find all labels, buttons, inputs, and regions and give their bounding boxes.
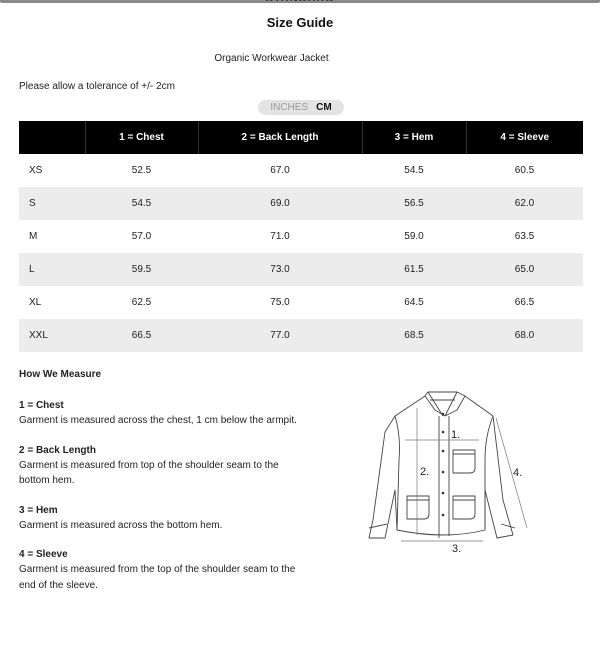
size-label: M bbox=[29, 231, 38, 242]
chest-value: 59.5 bbox=[85, 253, 198, 286]
svg-text:2.: 2. bbox=[420, 466, 430, 478]
how-we-measure-heading: How We Measure bbox=[19, 369, 102, 380]
table-row bbox=[19, 253, 583, 286]
measure-item-title: 2 = Back Length bbox=[19, 444, 96, 456]
hem-value: 68.5 bbox=[362, 319, 466, 352]
sleeve-value: 68.0 bbox=[466, 319, 583, 352]
measure-item-description: Garment is measured across the chest, 1 cm below the armpit. bbox=[19, 415, 297, 426]
tolerance-note: Please allow a tolerance of +/- 2cm bbox=[19, 81, 175, 92]
table-row bbox=[19, 319, 583, 352]
size-label: L bbox=[19, 253, 85, 286]
svg-text:1.: 1. bbox=[451, 429, 461, 441]
sleeve-value: 62.0 bbox=[466, 187, 583, 220]
measure-item-description: Garment is measured from top of the shoulder seam to the bottom hem. bbox=[19, 459, 279, 486]
header-hem: 3 = Hem bbox=[362, 121, 466, 154]
back-length-value: 73.0 bbox=[198, 253, 362, 286]
table-row bbox=[19, 154, 583, 187]
page-title: Size Guide bbox=[266, 15, 334, 30]
measure-item-title: 1 = Chest bbox=[19, 400, 64, 411]
back-length-value: 71.0 bbox=[270, 231, 290, 242]
svg-text:4.: 4. bbox=[513, 467, 523, 479]
sleeve-value: 60.5 bbox=[514, 165, 535, 176]
size-table bbox=[19, 121, 583, 352]
header-back-length: 2 = Back Length bbox=[198, 121, 362, 154]
hem-value: 59.0 bbox=[404, 231, 424, 242]
measure-item-description: Garment is measured across the bottom hem. bbox=[19, 519, 223, 531]
chest-value: 57.0 bbox=[131, 231, 152, 242]
background-page-title bbox=[0, 0, 600, 1]
sleeve-value: 66.5 bbox=[514, 297, 535, 308]
hem-value: 61.5 bbox=[362, 253, 466, 286]
jacket-measurement-diagram-icon bbox=[355, 380, 540, 560]
table-row bbox=[19, 286, 583, 319]
chest-value: 54.5 bbox=[85, 187, 198, 220]
chest-value: 52.5 bbox=[131, 165, 152, 176]
header-sleeve: 4 = Sleeve bbox=[466, 121, 583, 154]
measure-item-description: Garment is measured from the top of the shoulder seam to the end of the sleeve. bbox=[19, 564, 296, 591]
table-header-row bbox=[19, 121, 583, 154]
size-label: XS bbox=[29, 165, 43, 176]
header-chest: 1 = Chest bbox=[85, 121, 198, 154]
size-label: XL bbox=[29, 297, 42, 308]
size-label: S bbox=[19, 187, 85, 220]
hem-value: 56.5 bbox=[362, 187, 466, 220]
header-size bbox=[19, 121, 85, 154]
measure-item-title: 3 = Hem bbox=[19, 504, 58, 516]
unit-toggle[interactable] bbox=[258, 100, 344, 115]
size-label: XXL bbox=[19, 319, 85, 352]
back-length-value: 77.0 bbox=[198, 319, 362, 352]
unit-option-inches[interactable]: INCHES bbox=[270, 102, 309, 113]
table-row bbox=[19, 187, 583, 220]
chest-value: 66.5 bbox=[85, 319, 198, 352]
measure-item-back-length bbox=[19, 443, 299, 489]
back-length-value: 67.0 bbox=[270, 165, 290, 176]
hem-value: 64.5 bbox=[404, 297, 424, 308]
measure-item-chest bbox=[19, 398, 299, 429]
how-we-measure-section bbox=[19, 369, 299, 607]
measure-item-hem bbox=[19, 503, 299, 534]
sleeve-value: 63.5 bbox=[514, 231, 535, 242]
svg-text:3.: 3. bbox=[452, 543, 462, 555]
sleeve-value: 65.0 bbox=[466, 253, 583, 286]
measure-item-sleeve bbox=[19, 547, 299, 593]
product-name: Organic Workwear Jacket bbox=[214, 53, 329, 64]
hem-value: 54.5 bbox=[404, 165, 424, 176]
chest-value: 62.5 bbox=[131, 297, 152, 308]
unit-option-cm[interactable]: CM bbox=[316, 102, 332, 113]
measure-item-title: 4 = Sleeve bbox=[19, 549, 68, 560]
back-length-value: 75.0 bbox=[270, 297, 290, 308]
back-length-value: 69.0 bbox=[198, 187, 362, 220]
table-row bbox=[19, 220, 583, 253]
